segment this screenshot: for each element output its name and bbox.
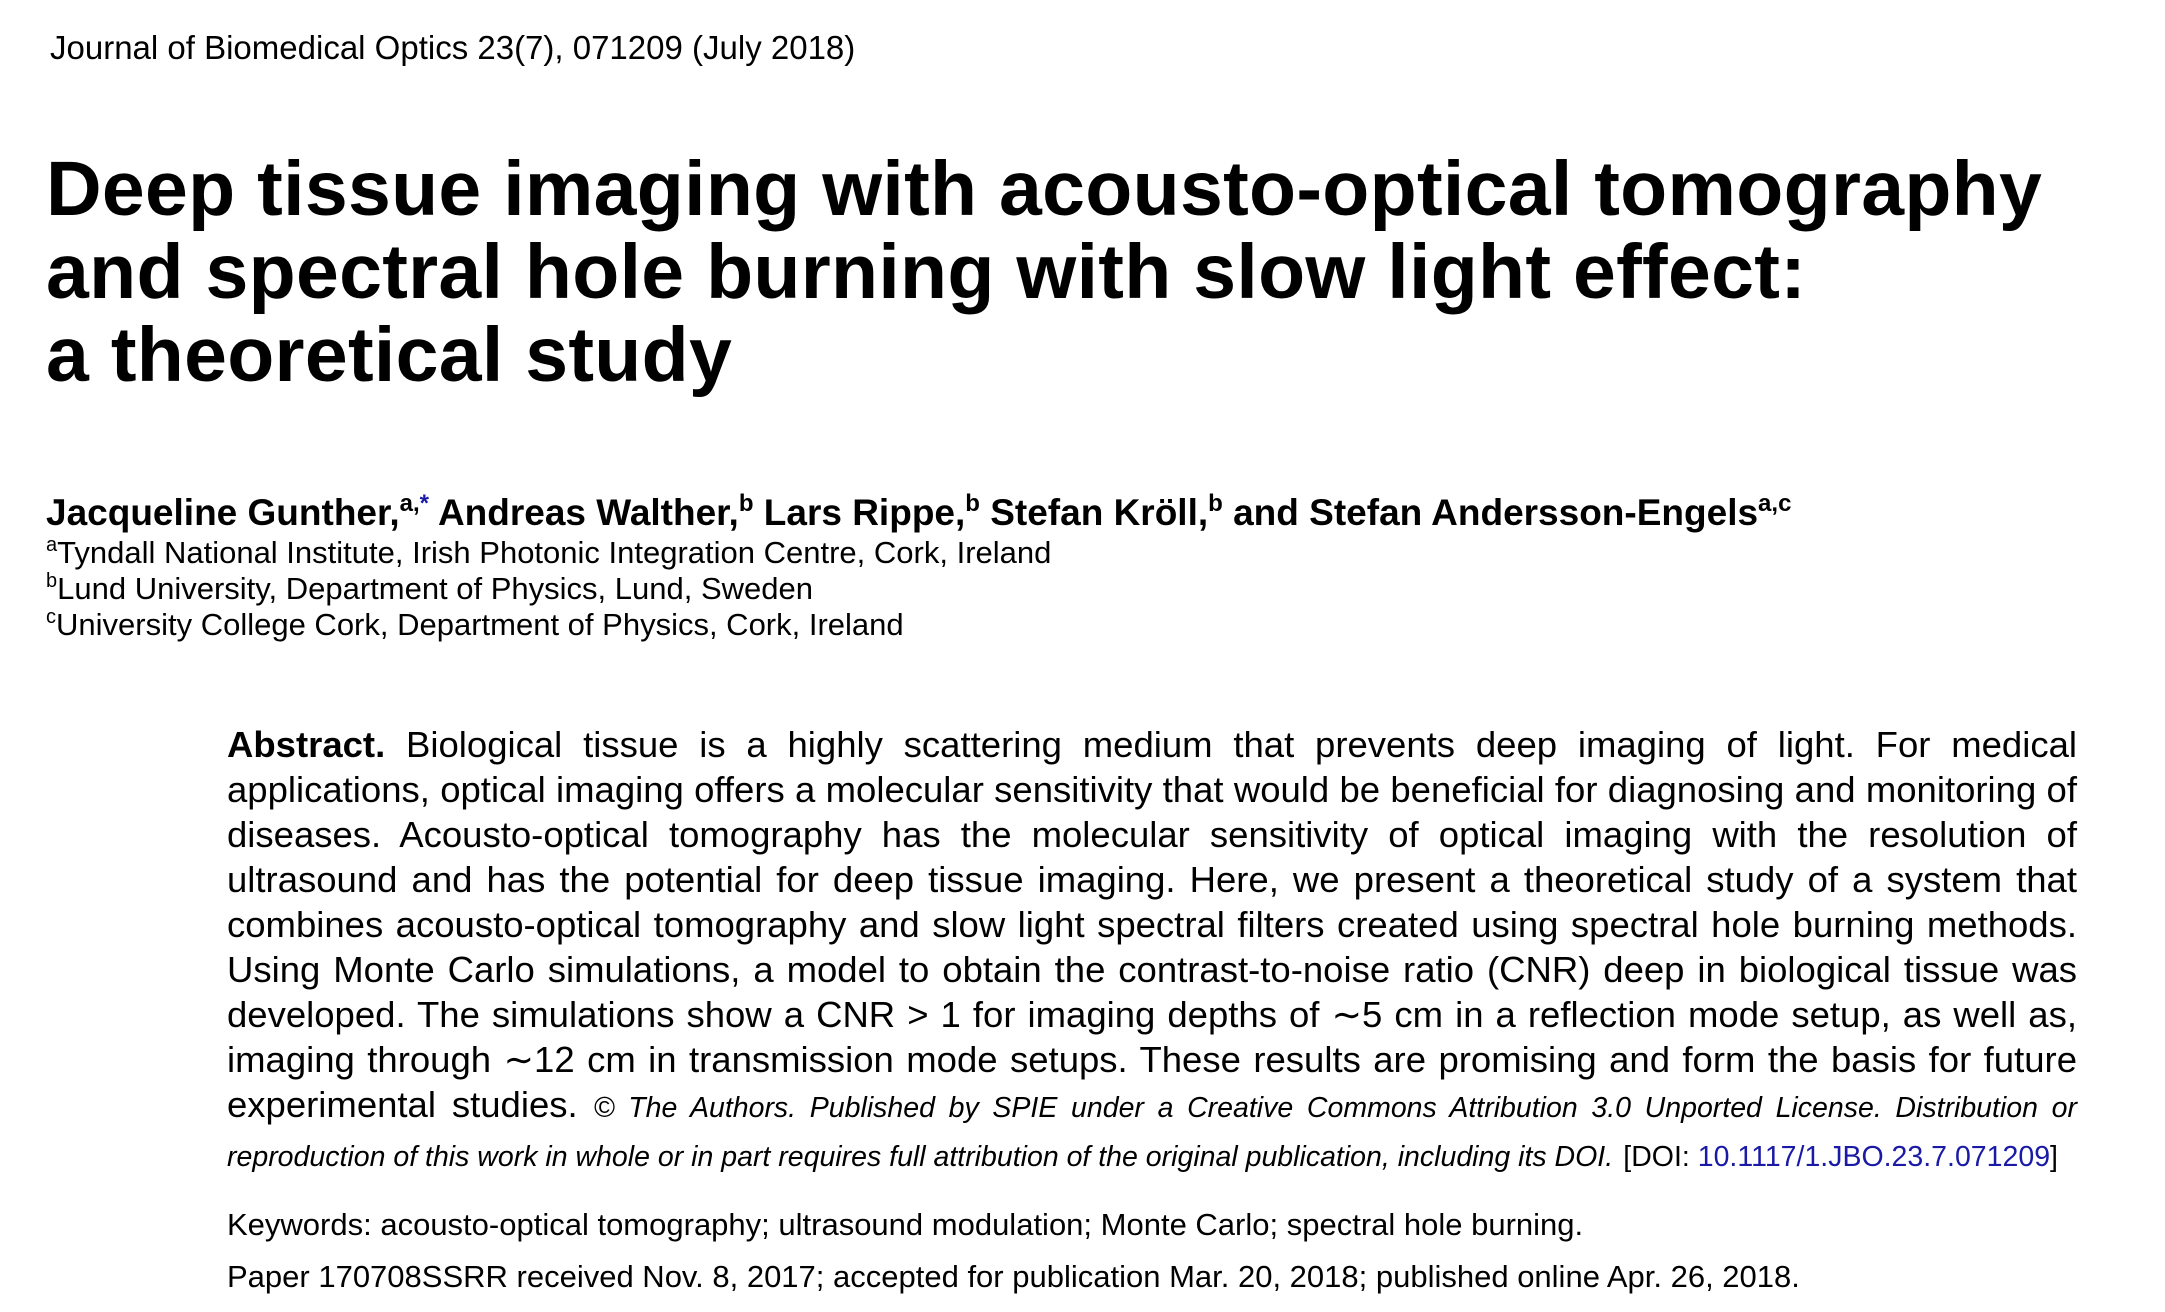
affiliation xyxy=(46,607,1051,643)
affiliation-text: Tyndall National Institute, Irish Photonic Integration Centre, Cork, Ireland xyxy=(57,535,1052,570)
author-name: Lars Rippe, xyxy=(763,492,966,533)
affiliation-list xyxy=(46,535,1051,643)
abstract-label: Abstract. xyxy=(227,724,386,765)
author-list xyxy=(46,490,1791,536)
keywords: Keywords: acousto-optical tomography; ultrasound modulation; Monte Carlo; spectral hole burning. xyxy=(227,1207,1584,1242)
affiliation-text: University College Cork, Department of Physics, Cork, Ireland xyxy=(56,607,904,642)
author-affiliation-mark: b xyxy=(965,490,980,517)
corresponding-author-link[interactable]: * xyxy=(419,490,430,517)
author-affiliation-mark: b xyxy=(738,490,754,517)
affiliation-mark: a xyxy=(46,534,58,556)
author-name: Andreas Walther, xyxy=(437,492,739,533)
author-name: Jacqueline Gunther, xyxy=(46,492,400,533)
license-statement: © The Authors. Published by SPIE under a Creative Commons Attribution 3.0 Unported License. Distribution or reproduction of this work in whole or in part requires full attribution of the original publication, including its DOI. xyxy=(227,1092,2077,1173)
doi-reference: [DOI: 10.1117/1.JBO.23.7.071209] xyxy=(1623,1141,2058,1173)
affiliation xyxy=(46,535,1051,571)
affiliation-text: Lund University, Department of Physics, Lund, Sweden xyxy=(57,571,813,606)
author-name: Stefan Kröll, xyxy=(990,492,1209,533)
title-line: Deep tissue imaging with acousto-optical tomography xyxy=(46,146,2043,232)
affiliation-mark: c xyxy=(46,606,56,628)
affiliation xyxy=(46,571,1051,607)
abstract xyxy=(227,722,2077,1180)
author-affiliation-mark: a,c xyxy=(1758,490,1792,517)
doi-link[interactable]: 10.1117/1.JBO.23.7.071209 xyxy=(1697,1141,2051,1173)
title-line: a theoretical study xyxy=(46,312,733,398)
journal-citation: Journal of Biomedical Optics 23(7), 071209 (July 2018) xyxy=(50,29,856,66)
abstract-body: Biological tissue is a highly scattering medium that prevents deep imaging of light. For medical applications, optical imaging offers a molecular sensitivity that would be beneficial for diagnosing and monitoring of diseases. Acousto-optical tomography has the molecular sensitivity of optical imaging with the resolution of ultrasound and has the potential for deep tissue imaging. Here, we present a theoretical study of a system that combines acousto-optical tomography and slow light spectral filters created using spectral hole burning methods. Using Monte Carlo simulations, a model to obtain the contrast-to-noise ratio (CNR) deep in biological tissue was developed. The simulations show a CNR > 1 for imaging depths of ∼5 cm in a reflection mode setup, as well as, imaging through ∼12 cm in transmission mode setups. These results are promising and form the basis for future experimental studies. xyxy=(227,724,2077,1125)
author-name: and Stefan Andersson-Engels xyxy=(1233,492,1759,533)
author-affiliation-mark: b xyxy=(1208,490,1223,517)
publication-history: Paper 170708SSRR received Nov. 8, 2017; accepted for publication Mar. 20, 2018; published online Apr. 26, 2018. xyxy=(227,1259,1800,1294)
title-line: and spectral hole burning with slow light effect: xyxy=(46,229,1807,315)
affiliation-mark: b xyxy=(46,570,58,592)
paper-title xyxy=(46,148,2042,397)
author-affiliation-mark: a,* xyxy=(399,490,430,517)
